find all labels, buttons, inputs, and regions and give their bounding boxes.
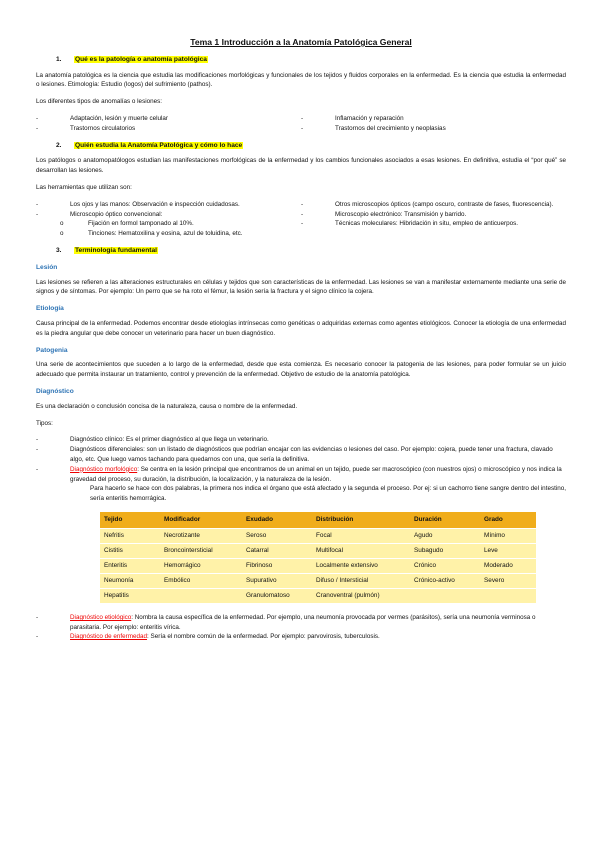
list-item: - Diagnósticos diferenciales: son un listado de diagnósticos que podrían encajar con las evidencias o lesiones del caso. Por ejemplo: cojera, puede tener una fractura, clavado algo, etc. Que luego vamos tachando para quedarnos con una, que sería la definitiva.: [36, 445, 566, 465]
table-cell: Severo: [480, 573, 536, 588]
sub-list: [36, 219, 301, 239]
list-item: - Microscopio óptico convencional:: [36, 210, 301, 220]
paragraph: Tipos:: [36, 419, 53, 427]
morphological-diagnosis-table: [100, 512, 536, 603]
list-item: - Técnicas moleculares: Hibridación in situ, empleo de anticuerpos.: [301, 219, 566, 229]
table-cell: Enteritis: [100, 558, 160, 573]
paragraph: Las herramientas que utilizan son:: [36, 183, 132, 191]
table-cell: [480, 588, 536, 603]
list-right: [301, 114, 566, 134]
table-header-cell: Exudado: [242, 512, 312, 529]
table-cell: Granulomatoso: [242, 588, 312, 603]
table-cell: Catarral: [242, 543, 312, 558]
table-row: [100, 528, 536, 543]
paragraph: Causa principal de la enfermedad. Podemos encontrar desde etiologías intrínsecas como genéticas o adquiridas externas como agentes etiológicos. Conocer la etiología de una enfermedad es la piedra angular que debe conocer un veterinario para hacer un buen diagnóstico.: [36, 319, 566, 337]
table-header-cell: Grado: [480, 512, 536, 529]
table-row: [100, 558, 536, 573]
list-left: [36, 114, 301, 134]
table-cell: Multifocal: [312, 543, 410, 558]
table-cell: Hemorrágico: [160, 558, 242, 573]
list-item: o Tinciones: Hematoxilina y eosina, azul de toluidina, etc.: [36, 229, 301, 239]
paragraph: La anatomía patológica es la ciencia que estudia las modificaciones morfológicas y funcionales de los tejidos y fluidos corporales en la enfermedad. Es la ciencia que estudia la enfermedad o lesiones. Etimología: Estudio (logos) del sufrimiento (pathos).: [36, 71, 566, 89]
paragraph: Es una declaración o conclusión concisa de la naturaleza, causa o nombre de la enfermedad.: [36, 402, 298, 410]
list-item: o Fijación en formol tamponado al 10%.: [36, 219, 301, 229]
list-item: [36, 465, 566, 485]
list-item: - Trastornos del crecimiento y neoplasias: [301, 124, 566, 134]
section-heading-2: [56, 141, 566, 151]
list-item-text: : Sería el nombre común de la enfermedad. Por ejemplo: parvovirosis, tuberculosis.: [147, 633, 380, 641]
section-number: 3.: [56, 246, 62, 254]
section-title: Quién estudia la Anatomía Patológica y cómo lo hace: [75, 141, 243, 149]
table-cell: Localmente extensivo: [312, 558, 410, 573]
table-row: [100, 543, 536, 558]
list-item: - Microscopio electrónico: Transmisión y barrido.: [301, 210, 566, 220]
paragraph: Los diferentes tipos de anomalías o lesiones:: [36, 98, 163, 106]
list-item-text: : Nombra la causa específica de la enfermedad. Por ejemplo, una neumonía provocada por vermes (parásitos), sería una neumonía verminosa o parasitaria. Por ejemplo: enteritis vírica.: [70, 613, 536, 631]
section-title: Terminología fundamental: [75, 246, 157, 254]
table-header-cell: Tejido: [100, 512, 160, 529]
table-cell: Broncointersticial: [160, 543, 242, 558]
red-term: Diagnóstico de enfermedad: [70, 633, 148, 641]
table-cell: Nefritis: [100, 528, 160, 543]
table-cell: Supurativo: [242, 573, 312, 588]
red-term: Diagnóstico etiológico: [70, 613, 132, 621]
table-cell: Necrotizante: [160, 528, 242, 543]
table-cell: Fibrinoso: [242, 558, 312, 573]
list-item: - Otros microscopios ópticos (campo oscuro, contraste de fases, fluorescencia).: [301, 200, 566, 210]
list-right: [301, 200, 566, 239]
paragraph: Una serie de acontecimientos que suceden a lo largo de la enfermedad, desde que esta comienza. Es necesario conocer la patogenia de las lesiones, para poder formular se un juicio adecuado que permita instaurar un tratamiento, control y prevención de la enfermedad. Objetivo de estudio de la anatomía patológica.: [36, 361, 566, 379]
table-cell: Moderado: [480, 558, 536, 573]
section-heading-3: [56, 246, 566, 256]
table-cell: Embólico: [160, 573, 242, 588]
table-cell: Neumonía: [100, 573, 160, 588]
paragraph: Para hacerlo se hace con dos palabras, la primera nos indica el órgano que está afectado y la segunda el proceso. Por ej: si un cachorro tiene sangre dentro del intestino, sería enteritis hemorrágica.: [90, 485, 566, 503]
list-item: [36, 613, 566, 633]
subheading-diagnostico: Diagnóstico: [36, 387, 74, 395]
table-row: [100, 573, 536, 588]
table-cell: [160, 588, 242, 603]
subheading-lesion: Lesión: [36, 263, 58, 271]
table-cell: Cistitis: [100, 543, 160, 558]
table-body: [100, 528, 536, 603]
table-cell: [410, 588, 480, 603]
table-cell: Seroso: [242, 528, 312, 543]
table-cell: Crónico: [410, 558, 480, 573]
subheading-etiologia: Etiología: [36, 305, 64, 313]
paragraph: Las lesiones se refieren a las alteraciones estructurales en células y tejidos que son características de la enfermedad. Las lesiones se van a manifestar externamente mediante una serie de signos y de síntomas. Por ejemplo: Un perro que se ha roto el fémur, la lesión sería la fractura y el signo clínico la cojera.: [36, 278, 566, 296]
list-item: - Diagnóstico clínico: Es el primer diagnóstico al que llega un veterinario.: [36, 435, 566, 445]
red-term: Diagnóstico morfológico: [70, 465, 138, 473]
list-item: [36, 632, 566, 642]
list-item: - Los ojos y las manos: Observación e inspección cuidadosas.: [36, 200, 301, 210]
document-title: Tema 1 Introducción a la Anatomía Patológica General: [190, 37, 412, 47]
section-number: 1.: [56, 55, 62, 63]
table-row: [100, 588, 536, 603]
table-cell: Agudo: [410, 528, 480, 543]
table-cell: Crónico-activo: [410, 573, 480, 588]
document-page: [36, 38, 566, 642]
table-cell: Mínimo: [480, 528, 536, 543]
table-header-cell: Modificador: [160, 512, 242, 529]
table-cell: Difuso / Intersticial: [312, 573, 410, 588]
two-column-list: [36, 114, 566, 134]
list-item: - Trastornos circulatorios: [36, 124, 301, 134]
section-title: Qué es la patología o anatomía patológica: [75, 55, 207, 63]
diagnosis-types-list-2: [36, 613, 566, 642]
list-item-text: : Se centra en la lesión principal que encontramos de un animal en un tejido, puede ser macroscópico (con nuestros ojos) o microscópico y nos indica la gravedad del proceso, su duración, la distribución, la localización, y la naturaleza de la lesión.: [70, 465, 562, 483]
table-cell: Leve: [480, 543, 536, 558]
list-left: [36, 200, 301, 239]
paragraph: Los patólogos o anatomopatólogos estudian las manifestaciones morfológicas de la enfermedad y los cambios funcionales asociados a esas lesiones. En definitiva, estudia el “por qué” se desarrollan las lesiones.: [36, 157, 566, 175]
table-header-cell: Distribución: [312, 512, 410, 529]
table-header-cell: Duración: [410, 512, 480, 529]
diagnosis-types-list: [36, 435, 566, 484]
subheading-patogenia: Patogenia: [36, 346, 68, 354]
two-column-list: [36, 200, 566, 239]
table-cell: Cranoventral (pulmón): [312, 588, 410, 603]
list-item: - Inflamación y reparación: [301, 114, 566, 124]
list: [36, 200, 301, 220]
list-item: - Adaptación, lesión y muerte celular: [36, 114, 301, 124]
section-number: 2.: [56, 141, 62, 149]
section-heading-1: [56, 55, 566, 65]
table-cell: Subagudo: [410, 543, 480, 558]
table-cell: Focal: [312, 528, 410, 543]
table-cell: Hepatitis: [100, 588, 160, 603]
table-header-row: [100, 512, 536, 529]
